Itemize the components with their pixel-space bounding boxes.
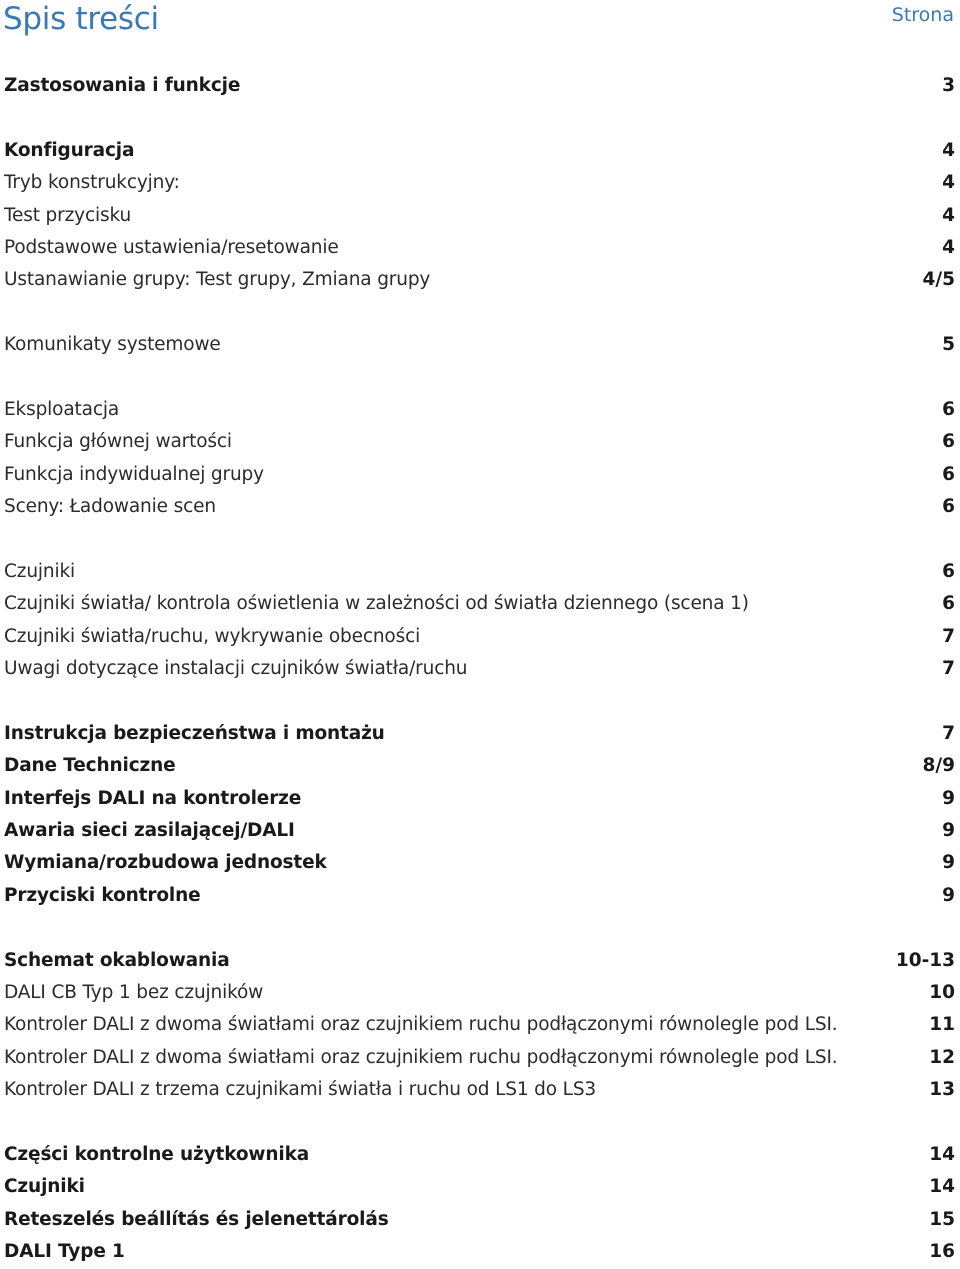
toc-entry-page: 7 bbox=[942, 625, 955, 647]
toc-entry[interactable] bbox=[4, 847, 955, 879]
toc-entry-page: 13 bbox=[929, 1079, 955, 1101]
toc-entry-page: 10-13 bbox=[895, 949, 955, 971]
toc-entry[interactable] bbox=[4, 70, 955, 102]
toc-entry-title: Wymiana/rozbudowa jednostek bbox=[4, 852, 327, 874]
toc-entry-page: 6 bbox=[942, 560, 955, 582]
toc-entry[interactable] bbox=[4, 394, 955, 426]
toc-entry[interactable] bbox=[4, 1042, 955, 1074]
toc-entry[interactable] bbox=[4, 1074, 955, 1106]
toc-entry[interactable] bbox=[4, 588, 955, 620]
page-title: Spis treści bbox=[3, 1, 159, 37]
toc-entry-title: Uwagi dotyczące instalacji czujników światła/ruchu bbox=[4, 658, 468, 680]
toc-entry-page: 9 bbox=[942, 884, 955, 906]
toc-entry-page: 5 bbox=[942, 334, 955, 356]
toc-entry[interactable] bbox=[4, 264, 955, 296]
toc-entry-title: Części kontrolne użytkownika bbox=[4, 1143, 310, 1165]
toc-entry-page: 15 bbox=[929, 1208, 955, 1230]
toc-entry[interactable] bbox=[4, 200, 955, 232]
toc-entry-title: Kontroler DALI z dwoma światłami oraz czujnikiem ruchu podłączonymi równolegle pod LSI. bbox=[4, 1046, 838, 1068]
toc-entry-title: Test przycisku bbox=[4, 204, 132, 226]
toc-entry-title: Kontroler DALI z dwoma światłami oraz czujnikiem ruchu podłączonymi równolegle pod LSI. bbox=[4, 1014, 838, 1036]
page-column-label: Strona bbox=[891, 4, 954, 26]
toc-entry-title: Przyciski kontrolne bbox=[4, 884, 201, 906]
toc-entry-title: Czujniki światła/ kontrola oświetlenia w zależności od światła dziennego (scena 1) bbox=[4, 593, 749, 615]
toc-entry[interactable] bbox=[4, 783, 955, 815]
toc-entry[interactable] bbox=[4, 1236, 955, 1268]
toc-entry[interactable] bbox=[4, 459, 955, 491]
toc-entry[interactable] bbox=[4, 718, 955, 750]
toc-entry-title: DALI Type 1 bbox=[4, 1241, 125, 1263]
toc-entry-page: 4 bbox=[942, 204, 955, 226]
toc-entry-page: 9 bbox=[942, 819, 955, 841]
toc-entry-page: 12 bbox=[929, 1046, 955, 1068]
toc-entry[interactable] bbox=[4, 1171, 955, 1203]
toc-entry[interactable] bbox=[4, 556, 955, 588]
toc-entry-page: 14 bbox=[929, 1176, 955, 1198]
toc-entry-page: 6 bbox=[942, 398, 955, 420]
toc-entry[interactable] bbox=[4, 167, 955, 199]
toc-entry-page: 6 bbox=[942, 593, 955, 615]
toc-entry-page: 4 bbox=[942, 236, 955, 258]
toc-entry-title: Interfejs DALI na kontrolerze bbox=[4, 787, 302, 809]
toc-entry[interactable] bbox=[4, 750, 955, 782]
table-of-contents bbox=[4, 70, 955, 1268]
toc-entry-page: 4 bbox=[942, 139, 955, 161]
toc-entry-title: Konfiguracja bbox=[4, 139, 135, 161]
toc-entry[interactable] bbox=[4, 621, 955, 653]
toc-entry[interactable] bbox=[4, 880, 955, 912]
toc-entry-title: Podstawowe ustawienia/resetowanie bbox=[4, 236, 339, 258]
toc-entry-page: 11 bbox=[929, 1014, 955, 1036]
toc-entry-title: Instrukcja bezpieczeństwa i montażu bbox=[4, 722, 385, 744]
toc-entry-page: 16 bbox=[929, 1241, 955, 1263]
toc-entry-title: Czujniki bbox=[4, 560, 76, 582]
toc-entry-title: Schemat okablowania bbox=[4, 949, 230, 971]
toc-entry[interactable] bbox=[4, 977, 955, 1009]
toc-entry-title: Ustanawianie grupy: Test grupy, Zmiana grupy bbox=[4, 269, 431, 291]
toc-entry-page: 6 bbox=[942, 496, 955, 518]
toc-entry[interactable] bbox=[4, 135, 955, 167]
toc-entry-title: Funkcja głównej wartości bbox=[4, 431, 232, 453]
toc-entry-title: Tryb konstrukcyjny: bbox=[4, 172, 180, 194]
toc-entry-title: Dane Techniczne bbox=[4, 755, 176, 777]
toc-entry-title: Sceny: Ładowanie scen bbox=[4, 496, 216, 518]
toc-entry[interactable] bbox=[4, 653, 955, 685]
toc-entry-title: Eksploatacja bbox=[4, 398, 120, 420]
toc-entry-title: DALI CB Typ 1 bez czujników bbox=[4, 981, 264, 1003]
toc-entry-page: 7 bbox=[942, 722, 955, 744]
toc-entry-page: 9 bbox=[942, 787, 955, 809]
toc-entry-page: 8/9 bbox=[922, 755, 955, 777]
toc-entry-page: 4/5 bbox=[922, 269, 955, 291]
toc-entry[interactable] bbox=[4, 945, 955, 977]
toc-entry[interactable] bbox=[4, 426, 955, 458]
toc-entry[interactable] bbox=[4, 1204, 955, 1236]
toc-entry-page: 14 bbox=[929, 1143, 955, 1165]
toc-entry-title: Czujniki światła/ruchu, wykrywanie obecności bbox=[4, 625, 421, 647]
toc-entry-page: 3 bbox=[942, 75, 955, 96]
toc-entry-title: Awaria sieci zasilającej/DALI bbox=[4, 819, 295, 841]
toc-entry[interactable] bbox=[4, 815, 955, 847]
toc-entry-title: Reteszelés beállítás és jelenettárolás bbox=[4, 1208, 389, 1230]
toc-entry-page: 9 bbox=[942, 852, 955, 874]
toc-entry-page: 6 bbox=[942, 431, 955, 453]
toc-entry[interactable] bbox=[4, 491, 955, 523]
toc-entry-page: 4 bbox=[942, 172, 955, 194]
toc-entry-title: Komunikaty systemowe bbox=[4, 334, 221, 356]
toc-entry[interactable] bbox=[4, 1139, 955, 1171]
toc-entry[interactable] bbox=[4, 1009, 955, 1041]
toc-entry-page: 6 bbox=[942, 463, 955, 485]
toc-entry-title: Funkcja indywidualnej grupy bbox=[4, 463, 264, 485]
toc-entry[interactable] bbox=[4, 329, 955, 361]
toc-entry-title: Czujniki bbox=[4, 1176, 85, 1198]
toc-entry-title: Zastosowania i funkcje bbox=[4, 75, 241, 96]
toc-entry-page: 7 bbox=[942, 658, 955, 680]
toc-entry[interactable] bbox=[4, 232, 955, 264]
toc-entry-title: Kontroler DALI z trzema czujnikami światła i ruchu od LS1 do LS3 bbox=[4, 1079, 597, 1101]
toc-entry-page: 10 bbox=[929, 981, 955, 1003]
